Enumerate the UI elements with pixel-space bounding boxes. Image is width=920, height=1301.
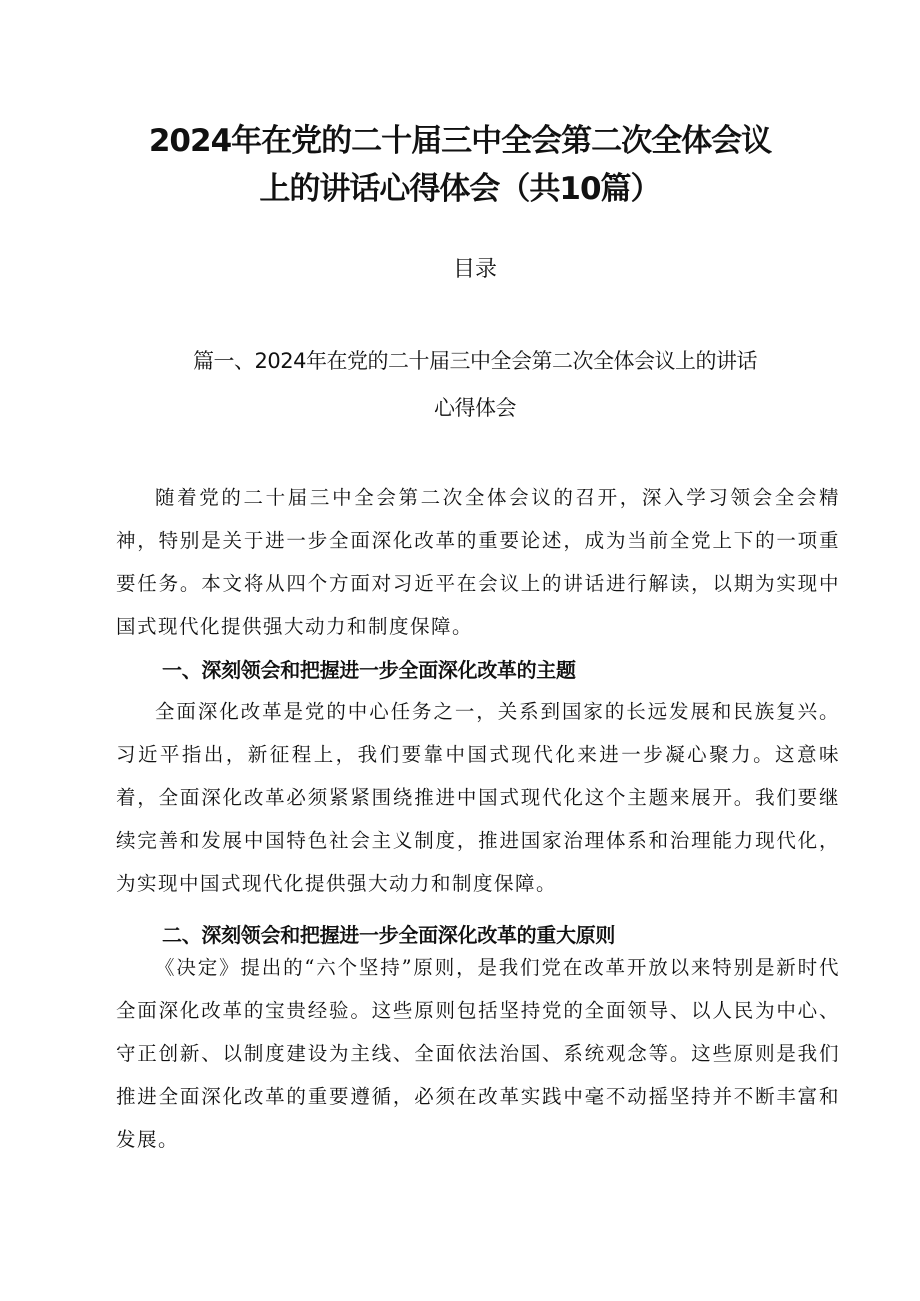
- section-1-paragraph: 全面深化改革是党的中心任务之一，关系到国家的长远发展和民族复兴。习近平指出，新征程上，我们要靠中国式现代化来进一步凝心聚力。这意味着，全面深化改革必须紧紧围绕推进中国式现代化这个主题来展开。我们要继续完善和发展中国特色社会主义制度，推进国家治理体系和治理能力现代化，为实现中国式现代化提供强大动力和制度保障。: [116, 700, 840, 895]
- chapter-title-line-1: 篇一、2024年在党的二十届三中全会第二次全体会议上的讲话: [193, 349, 757, 373]
- intro-paragraph: 随着党的二十届三中全会第二次全体会议的召开，深入学习领会全会精神，特别是关于进一步全面深化改革的重要论述，成为当前全党上下的一项重要任务。本文将从四个方面对习近平在会议上的讲话进行解读，以期为实现中国式现代化提供强大动力和制度保障。: [116, 486, 840, 638]
- section-heading-2: 二、深刻领会和把握进一步全面深化改革的重大原则: [162, 923, 616, 947]
- section-2-paragraph: 《决定》提出的“六个坚持”原则，是我们党在改革开放以来特别是新时代全面深化改革的宝贵经验。这些原则包括坚持党的全面领导、以人民为中心、守正创新、以制度建设为主线、全面依法治国、系统观念等。这些原则是我们推进全面深化改革的重要遵循，必须在改革实践中毫不动摇坚持并不断丰富和发展。: [116, 956, 840, 1151]
- document-title-line-1: 2024年在党的二十届三中全会第二次全体会议: [148, 123, 772, 159]
- table-of-contents-heading: 目录: [452, 257, 497, 282]
- chapter-title-line-2: 心得体会: [434, 396, 516, 420]
- section-heading-1: 一、深刻领会和把握进一步全面深化改革的主题: [162, 658, 576, 682]
- document-title-line-2: 上的讲话心得体会（共10篇）: [259, 171, 661, 207]
